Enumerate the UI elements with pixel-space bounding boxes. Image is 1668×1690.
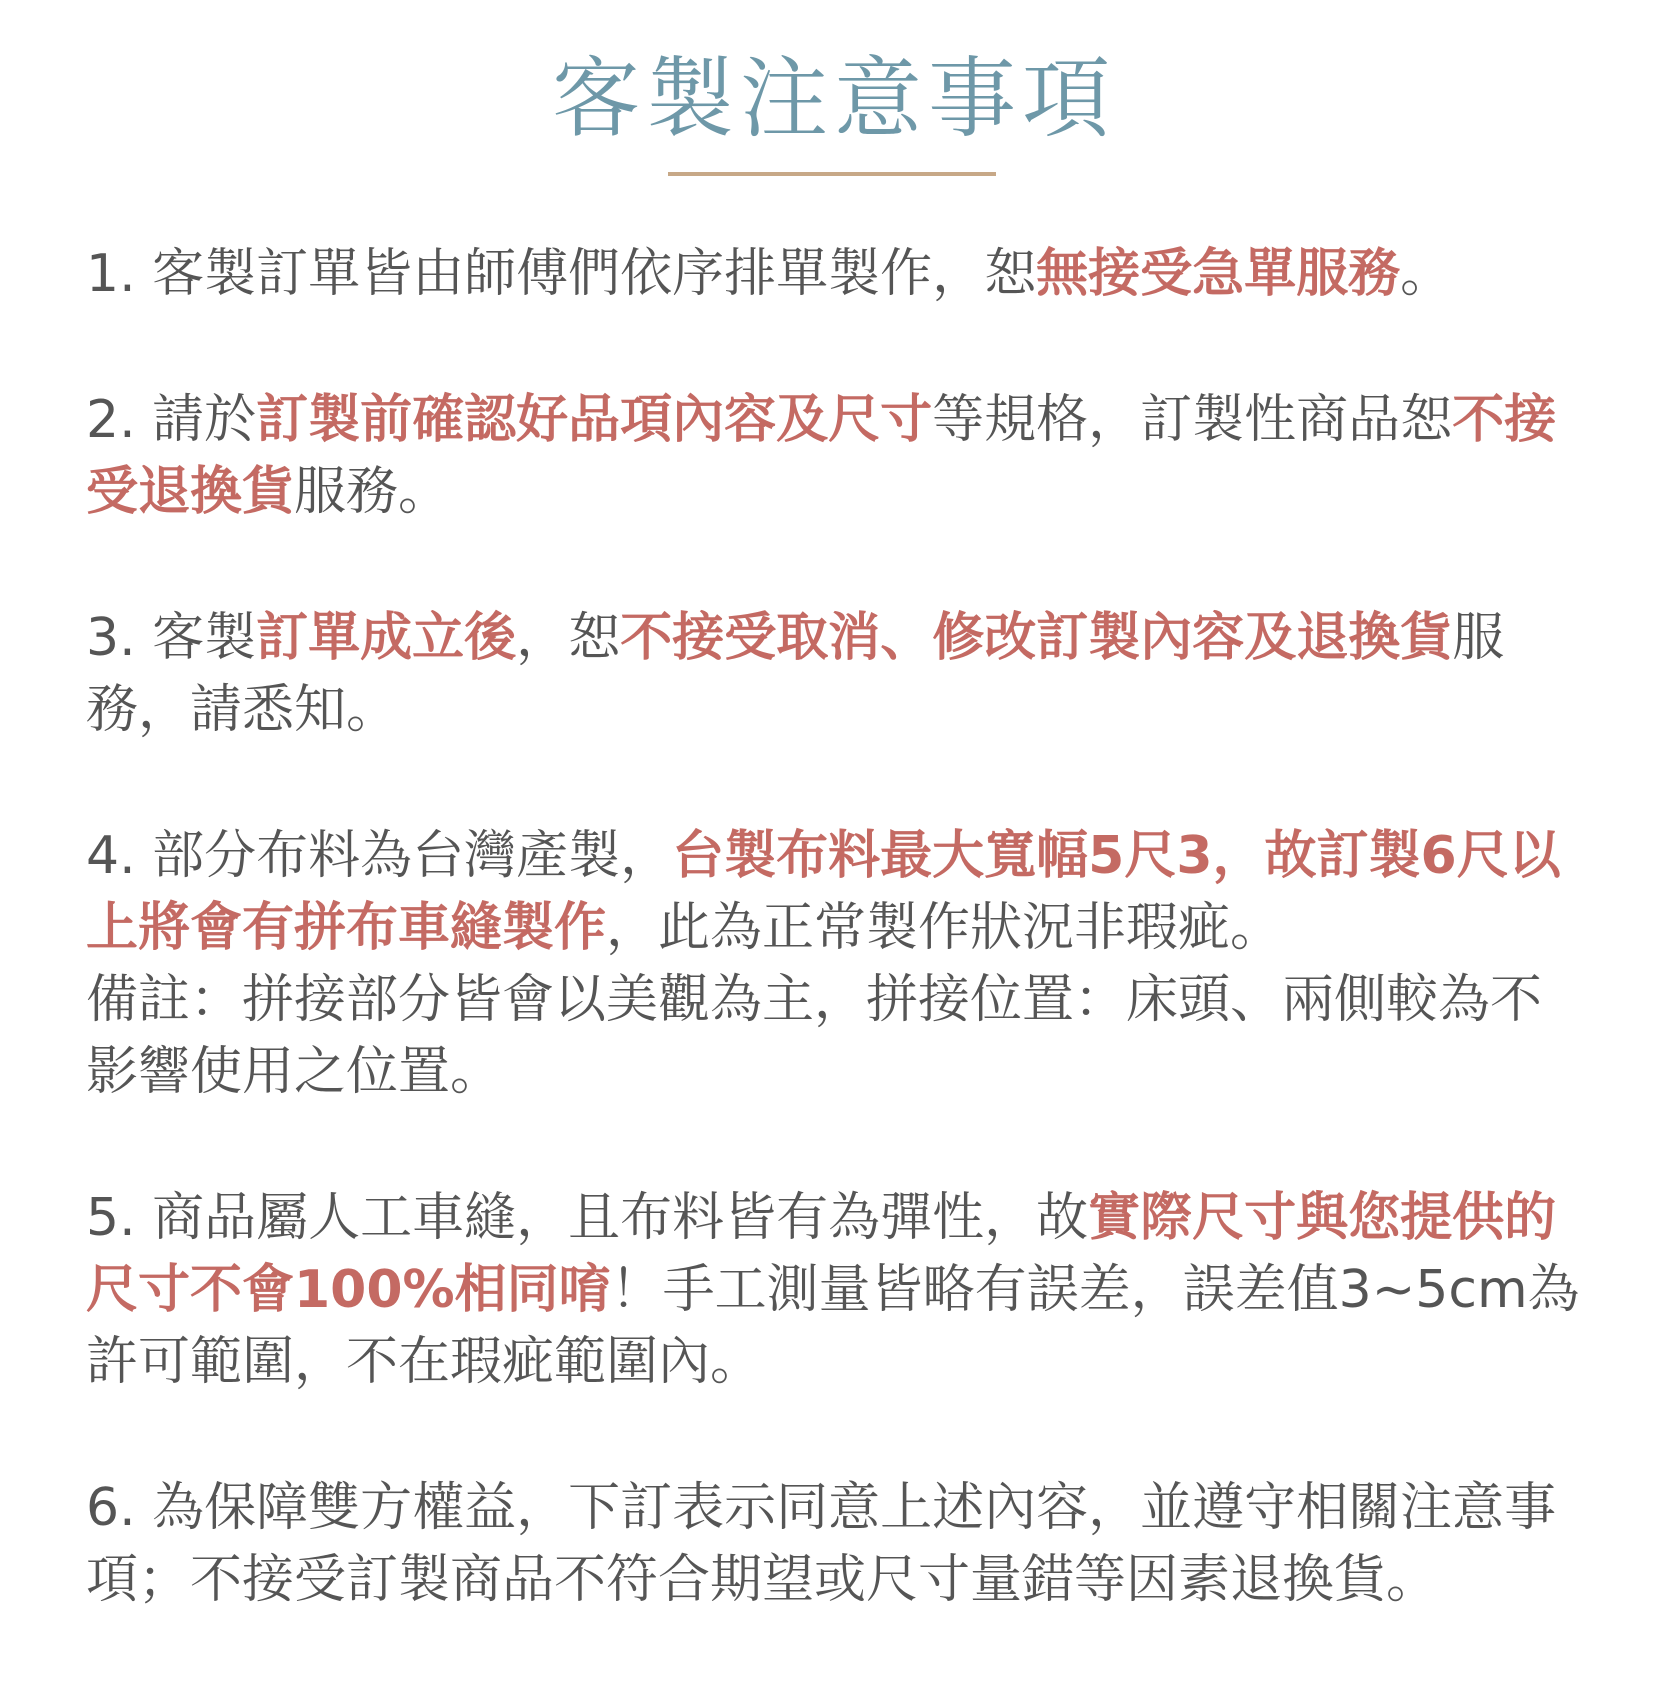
note-text: 。: [1400, 244, 1453, 304]
note-item-6: [86, 1472, 1586, 1616]
note-item-4: [86, 820, 1586, 1108]
note-item-5: [86, 1182, 1586, 1398]
note-text: ，此為正常製作狀況非瑕疵。: [606, 898, 1283, 958]
note-text: ！手工測量皆略有誤差，誤差值3~5cm為許可範圍，不在瑕疵範圍內。: [86, 1260, 1580, 1392]
note-text: 等規格，訂製性商品恕: [932, 390, 1453, 450]
note-text: 服務。: [294, 462, 451, 522]
note-highlight: 台製布料最大寬幅5尺3，故訂製6尺以上將會有拼布車縫製作: [86, 826, 1561, 958]
note-text: 1. 客製訂單皆由師傅們依序排單製作，恕: [86, 244, 1037, 304]
note-item-3: [86, 602, 1586, 746]
note-highlight: 不接受取消、修改訂製內容及退換貨: [620, 608, 1453, 668]
note-text: 2. 請於: [86, 390, 257, 450]
note-remark: 備註：拼接部分皆會以美觀為主，拼接位置：床頭、兩側較為不影響使用之位置。: [86, 970, 1543, 1102]
note-item-2: [86, 384, 1586, 528]
note-highlight: 不接受退換貨: [86, 390, 1557, 522]
note-text: ，恕: [516, 608, 621, 668]
note-highlight: 訂單成立後: [256, 608, 517, 668]
title-divider: [668, 172, 996, 176]
note-text: 5. 商品屬人工車縫，且布料皆有為彈性，故: [86, 1188, 1089, 1248]
note-highlight: 無接受急單服務: [1036, 244, 1401, 304]
note-text: 4. 部分布料為台灣產製，: [86, 826, 673, 886]
note-text: 服務，請悉知。: [86, 608, 1505, 740]
note-text: 3. 客製: [86, 608, 257, 668]
note-item-1: [86, 238, 1586, 310]
notes-list: [86, 238, 1586, 1690]
note-highlight: 實際尺寸與您提供的尺寸不會100%相同唷: [86, 1188, 1557, 1320]
page-title: 客製注意事項: [551, 47, 1116, 150]
note-highlight: 訂製前確認好品項內容及尺寸: [256, 390, 933, 450]
note-text: 6. 為保障雙方權益，下訂表示同意上述內容，並遵守相關注意事項；不接受訂製商品不符合期望或尺寸量錯等因素退換貨。: [86, 1478, 1557, 1610]
